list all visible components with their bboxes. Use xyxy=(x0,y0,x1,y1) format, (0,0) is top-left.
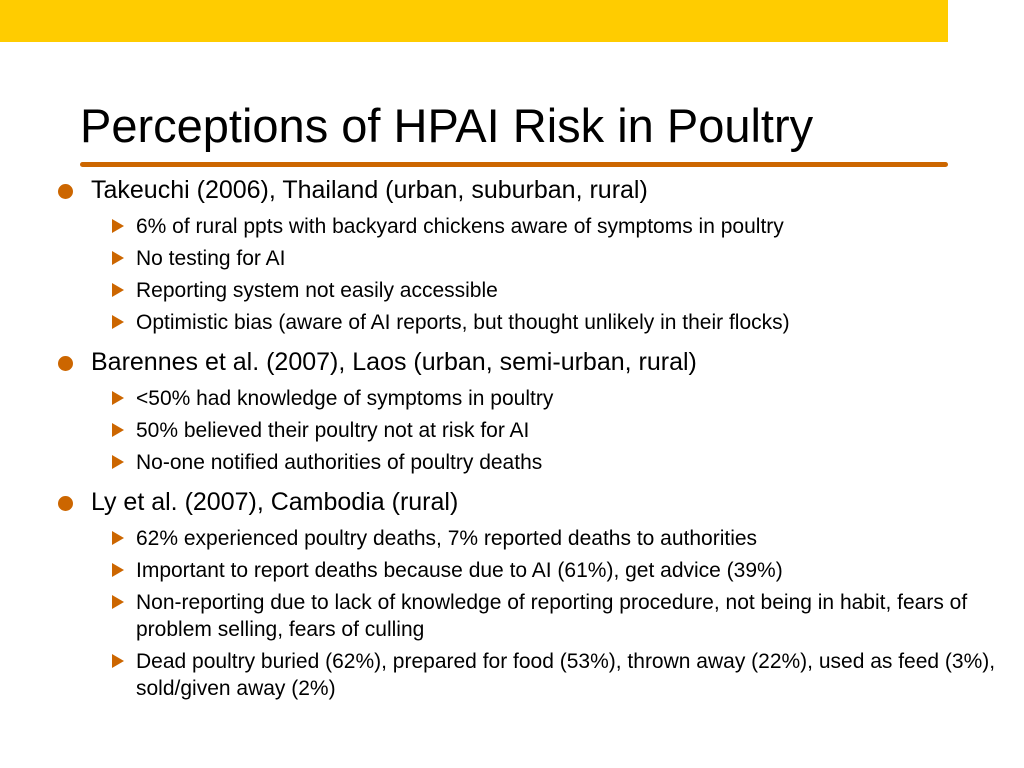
heading-text: Ly et al. (2007), Cambodia (rural) xyxy=(91,488,459,516)
triangle-bullet-icon xyxy=(112,391,124,405)
heading-text: Takeuchi (2006), Thailand (urban, suburban, rural) xyxy=(91,176,648,204)
sub-bullet xyxy=(0,589,1024,643)
sub-bullet-text: Important to report deaths because due to AI (61%), get advice (39%) xyxy=(136,559,783,582)
section-ly xyxy=(0,484,1024,702)
title-underline xyxy=(80,162,948,167)
sub-bullet-text: Optimistic bias (aware of AI reports, but thought unlikely in their flocks) xyxy=(136,311,790,334)
triangle-bullet-icon xyxy=(112,423,124,437)
sub-bullet-text: 62% experienced poultry deaths, 7% reported deaths to authorities xyxy=(136,527,758,550)
triangle-bullet-icon xyxy=(112,531,124,545)
top-accent-bar xyxy=(0,0,948,42)
sub-bullet-text: 6% of rural ppts with backyard chickens aware of symptoms in poultry xyxy=(136,215,784,238)
sub-bullet xyxy=(0,213,1024,240)
triangle-bullet-icon xyxy=(112,315,124,329)
heading-text: Barennes et al. (2007), Laos (urban, semi-urban, rural) xyxy=(91,348,697,376)
sub-bullet-text: No testing for AI xyxy=(136,247,286,270)
sub-bullet-text: 50% believed their poultry not at risk for AI xyxy=(136,419,530,442)
sub-bullet xyxy=(0,417,1024,444)
sub-bullet xyxy=(0,385,1024,412)
sub-bullet xyxy=(0,648,1024,702)
triangle-bullet-icon xyxy=(112,595,124,609)
bullet-heading xyxy=(0,344,1024,380)
sub-bullet-text: Reporting system not easily accessible xyxy=(136,279,498,302)
triangle-bullet-icon xyxy=(112,219,124,233)
section-barennes xyxy=(0,344,1024,476)
section-takeuchi xyxy=(0,172,1024,336)
circle-bullet-icon xyxy=(58,496,73,511)
sub-bullet xyxy=(0,449,1024,476)
triangle-bullet-icon xyxy=(112,654,124,668)
sub-bullet xyxy=(0,245,1024,272)
sub-bullet xyxy=(0,557,1024,584)
sub-bullet-text: <50% had knowledge of symptoms in poultry xyxy=(136,387,554,410)
slide-body xyxy=(0,172,1024,710)
circle-bullet-icon xyxy=(58,184,73,199)
bullet-heading xyxy=(0,484,1024,520)
triangle-bullet-icon xyxy=(112,283,124,297)
sub-bullet xyxy=(0,277,1024,304)
slide-title: Perceptions of HPAI Risk in Poultry xyxy=(80,99,814,152)
sub-bullet-text: Dead poultry buried (62%), prepared for food (53%), thrown away (22%), used as feed (3%), sold/given away (2%) xyxy=(136,650,996,700)
sub-bullet xyxy=(0,309,1024,336)
bullet-heading xyxy=(0,172,1024,208)
triangle-bullet-icon xyxy=(112,563,124,577)
sub-bullet-text: No-one notified authorities of poultry deaths xyxy=(136,451,543,474)
sub-bullet-text: Non-reporting due to lack of knowledge of reporting procedure, not being in habit, fears of problem selling, fears of culling xyxy=(136,591,968,641)
triangle-bullet-icon xyxy=(112,455,124,469)
sub-bullet xyxy=(0,525,1024,552)
circle-bullet-icon xyxy=(58,356,73,371)
triangle-bullet-icon xyxy=(112,251,124,265)
